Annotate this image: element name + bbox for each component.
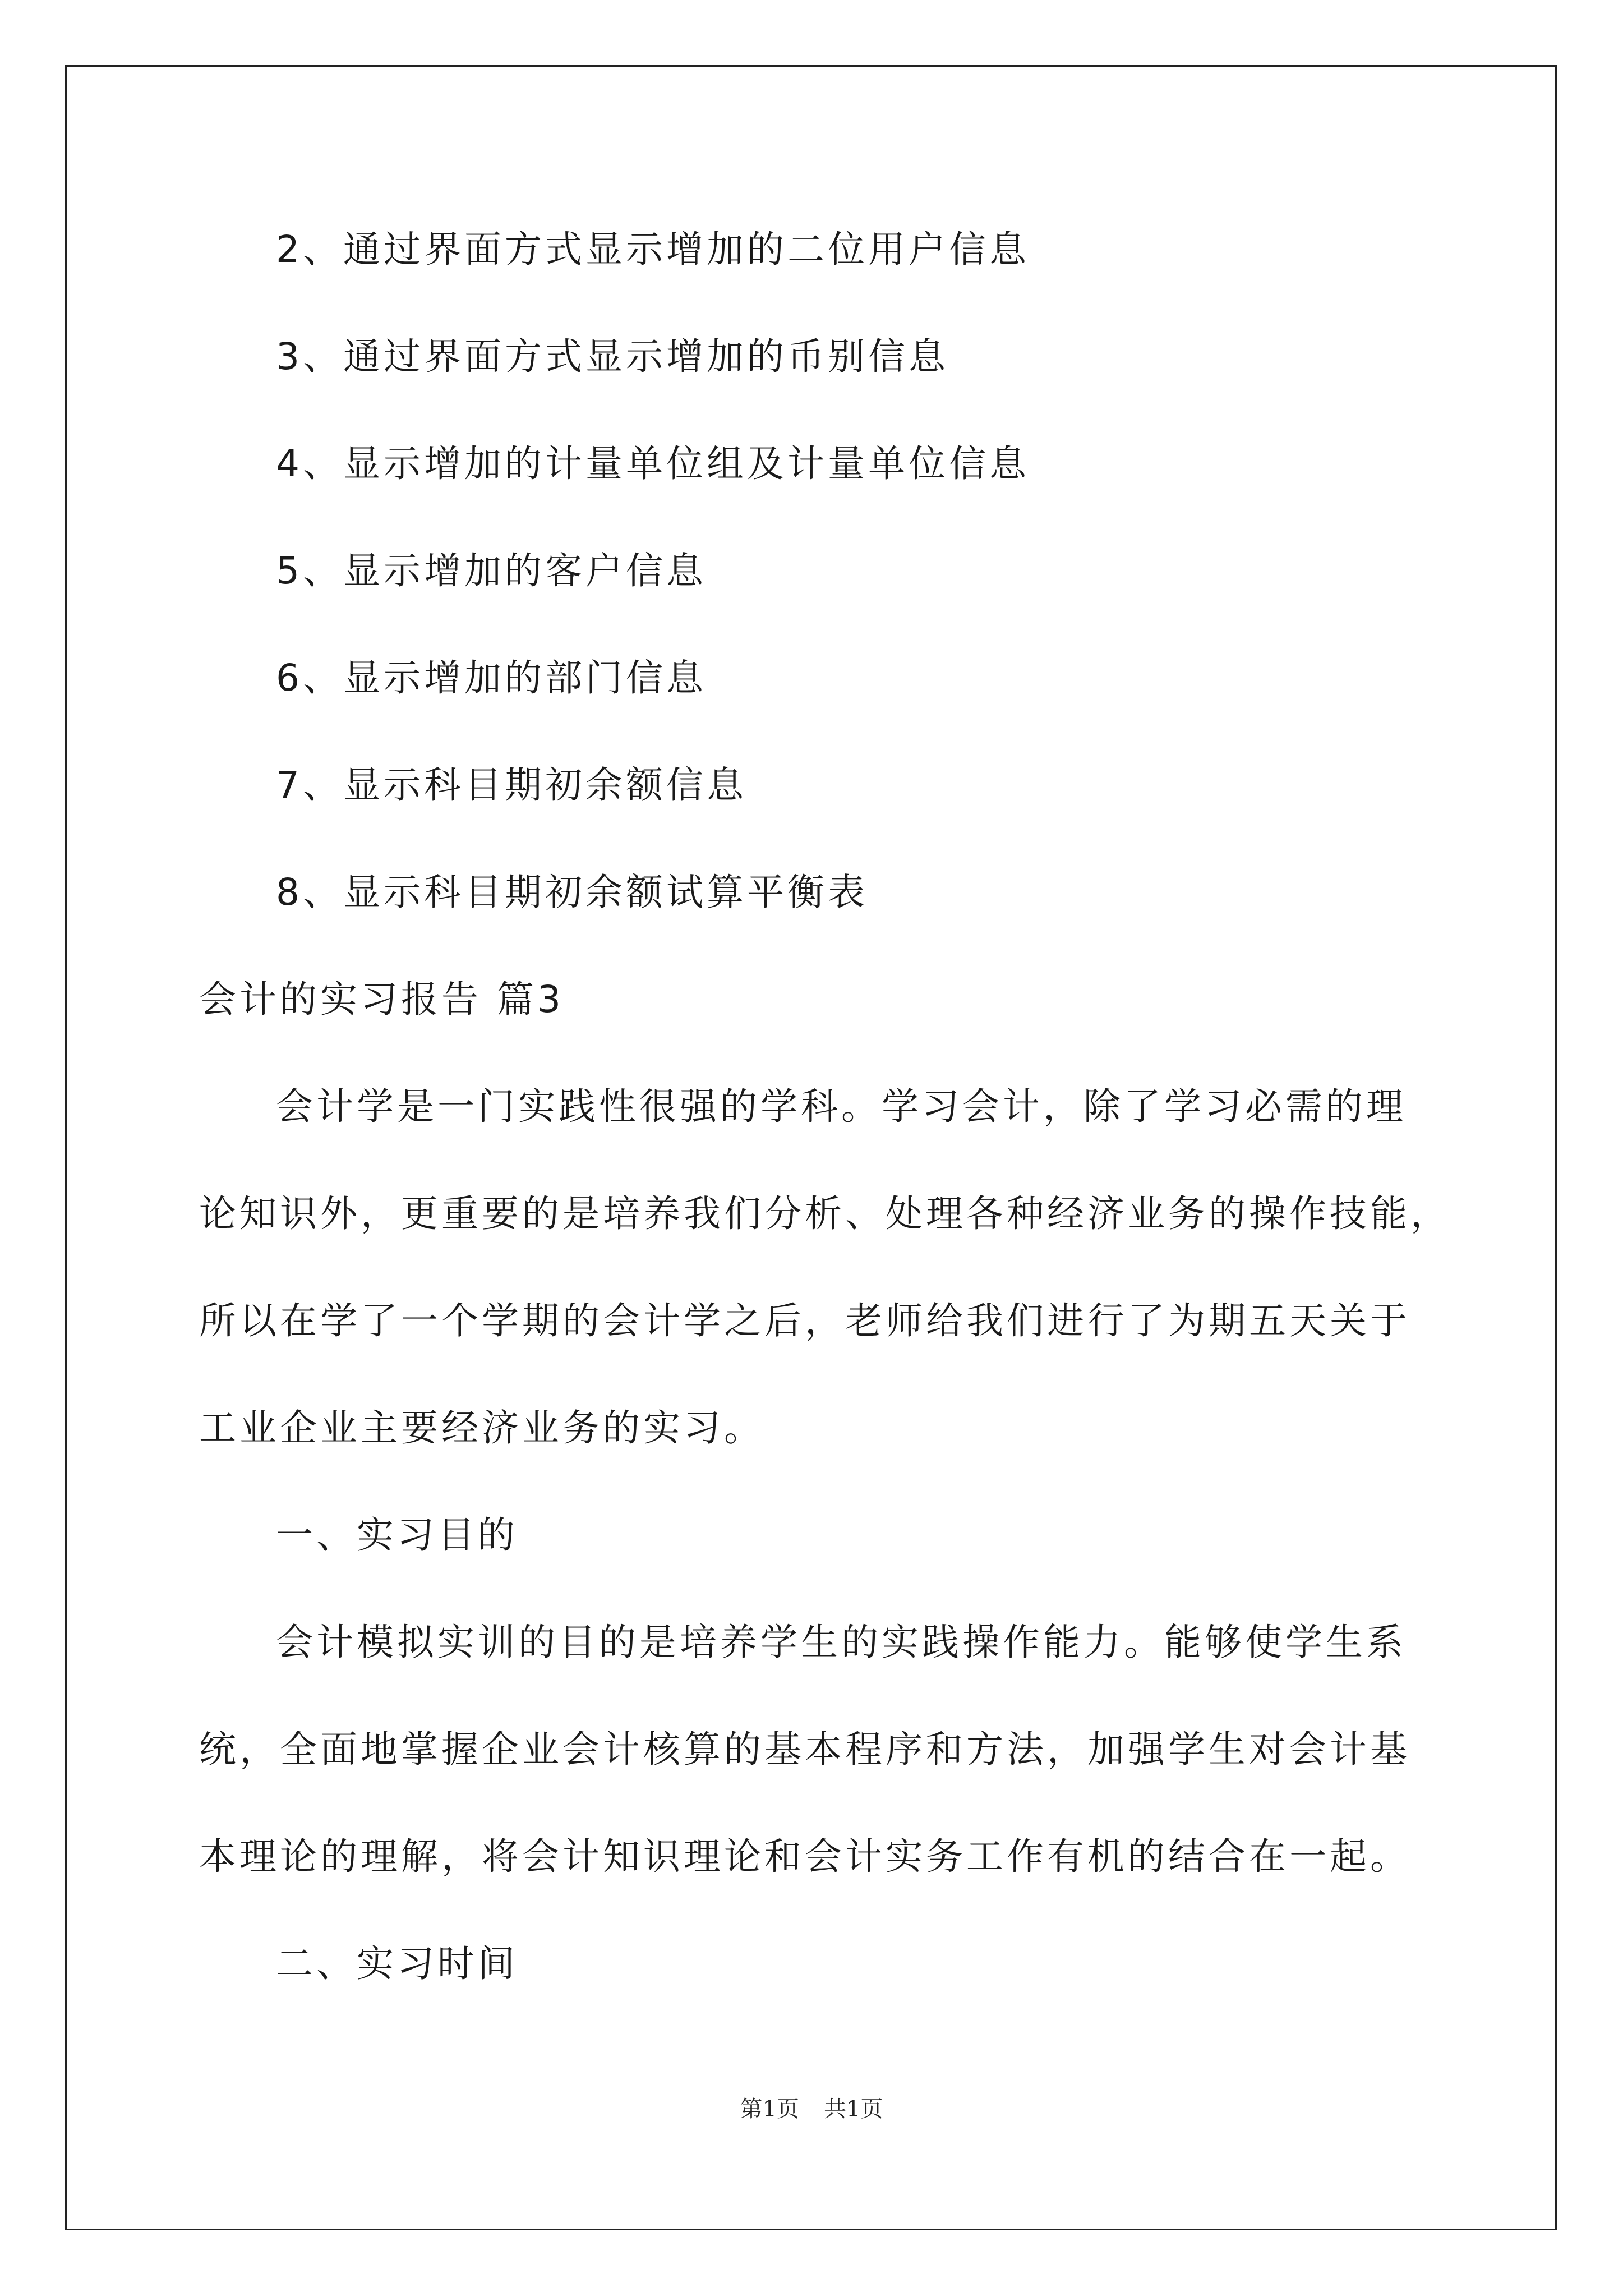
paragraph-line: 统，全面地掌握企业会计核算的基本程序和方法，加强学生对会计基 (199, 1728, 1410, 1771)
paragraph-line: 会计模拟实训的目的是培养学生的实践操作能力。能够使学生系 (276, 1621, 1407, 1664)
heading-purpose: 一、实习目的 (276, 1513, 518, 1557)
paragraph-line: 会计学是一门实践性很强的学科。学习会计，除了学习必需的理 (276, 1085, 1407, 1128)
paragraph-line: 论知识外，更重要的是培养我们分析、处理各种经济业务的操作技能， (199, 1192, 1451, 1235)
paragraph-line: 本理论的理解，将会计知识理论和会计实务工作有机的结合在一起。 (199, 1835, 1410, 1878)
list-item: 6、显示增加的部门信息 (276, 656, 707, 700)
list-item: 2、通过界面方式显示增加的二位用户信息 (276, 228, 1030, 271)
list-item: 5、显示增加的客户信息 (276, 549, 707, 592)
list-item: 3、通过界面方式显示增加的币别信息 (276, 335, 949, 378)
list-item: 7、显示科目期初余额信息 (276, 763, 747, 807)
paragraph-line: 工业企业主要经济业务的实习。 (199, 1406, 764, 1450)
page-border (65, 65, 1557, 2230)
page-total: 共1页 (824, 2096, 883, 2122)
paragraph-line: 所以在学了一个学期的会计学之后，老师给我们进行了为期五天关于 (199, 1299, 1410, 1342)
page-number: 第1页 (740, 2096, 799, 2122)
heading-time: 二、实习时间 (276, 1942, 518, 1985)
list-item: 8、显示科目期初余额试算平衡表 (276, 871, 868, 914)
section-title: 会计的实习报告 篇3 (199, 978, 564, 1021)
list-item: 4、显示增加的计量单位组及计量单位信息 (276, 442, 1030, 485)
page-footer (0, 2095, 1623, 2123)
